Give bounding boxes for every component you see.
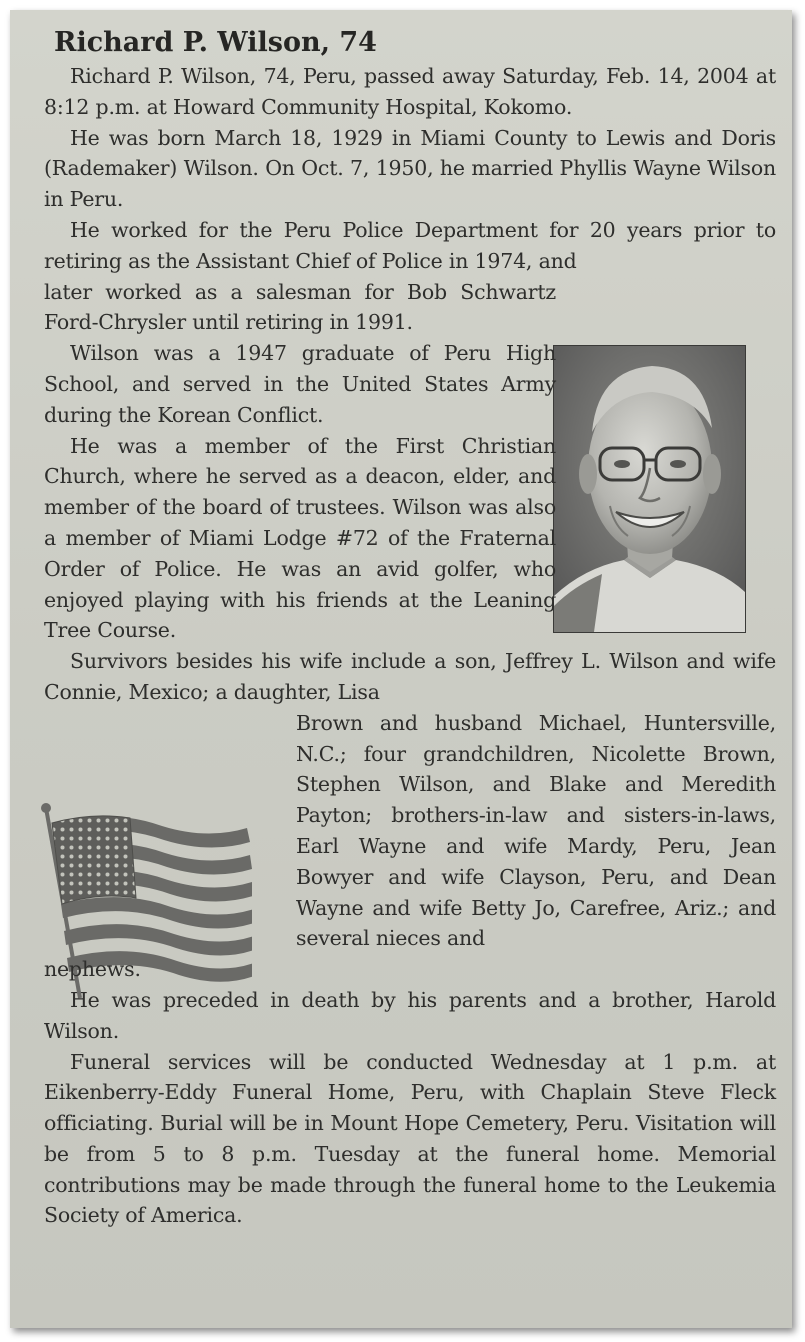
paragraph-survivors-tail: nephews. (44, 957, 141, 982)
paragraph-education: Wilson was a 1947 graduate of Peru High School, and served in the United States Army during the Korean Conflict. (44, 341, 556, 427)
paragraph-preceded: He was preceded in death by his parents and a brother, Harold Wilson. (44, 987, 776, 1043)
paragraph-survivors-head: Survivors besides his wife include a son, Jeffrey L. Wilson and wife Connie, Mexico; a daughter, Lisa (44, 649, 776, 704)
paragraph-memberships: He was a member of the First Christian Church, where he served as a deacon, elder, and member of the board of trustees. Wilson was also a member of Miami Lodge #72 of the Fraternal Order of Police. He was an avid golfer, who enjoyed playing with his friends at the Leaning Tree Course. (44, 433, 556, 643)
paraCareer-head: He worked for the Peru Police Department for 20 years prior to retiring as the Assistant Chief of Police in 1974, and (44, 217, 776, 273)
newspaper-clipping (10, 10, 792, 1328)
paragraph-death-notice: Richard P. Wilson, 74, Peru, passed away Saturday, Feb. 14, 2004 at 8:12 p.m. at Howard Community Hospital, Kokomo. (44, 64, 776, 119)
paraCareer-tail: later worked as a salesman for Bob Schwartz Ford-Chrysler until retiring in 1991. (44, 279, 556, 335)
paragraph-birth-marriage: He was born March 18, 1929 in Miami County to Lewis and Doris (Rademaker) Wilson. On Oct. 7, 1950, he married Phyllis Wayne Wilson in Peru. (44, 125, 776, 212)
paragraph-career (44, 215, 776, 338)
paragraph-survivors (44, 646, 776, 985)
paragraph-survivors-middle: Brown and husband Michael, Huntersville, N.C.; four grandchildren, Nicolette Brown, Stephen Wilson, and Blake and Meredith Payton; brothers-in-law and sisters-in-laws, Earl Wayne and wife Mardy, Peru, Jean Bowyer and wife Clayson, Peru, and Dean Wayne and wife Betty Jo, Carefree, Ariz.; and several nieces and (296, 710, 776, 951)
paragraph-funeral: Funeral services will be conducted Wednesday at 1 p.m. at Eikenberry-Eddy Funeral Home, Peru, with Chaplain Steve Fleck officiating. Burial will be in Mount Hope Cemetery, Peru. Visitation will be from 5 to 8 p.m. Tuesday at the funeral home. Memorial contributions may be made through the funeral home to the Leukemia Society of America. (44, 1049, 776, 1228)
obituary-column (44, 28, 776, 1231)
headline: Richard P. Wilson, 74 (54, 27, 377, 58)
